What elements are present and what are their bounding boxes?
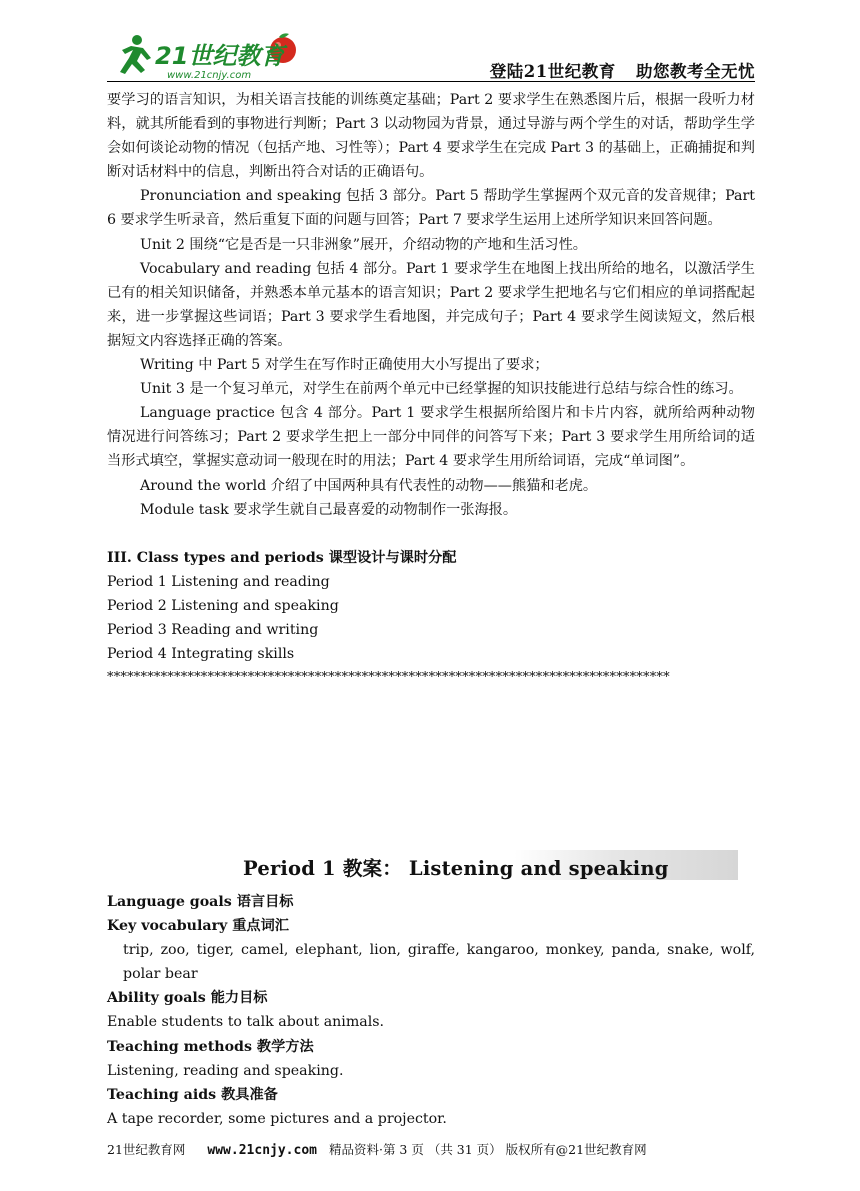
ability-goals-text: Enable students to talk about animals.: [107, 1014, 385, 1031]
body-text: [107, 88, 755, 690]
paragraph: Unit 2 围绕“它是否是一只非洲象”展开，介绍动物的产地和生活习性。: [140, 236, 587, 253]
paragraph: Unit 3 是一个复习单元，对学生在前两个单元中已经掌握的知识技能进行总结与综合性的练习。: [140, 381, 743, 398]
page-footer: [107, 1140, 647, 1158]
header-slogan: 登陆21世纪教育 助您教考全无忧: [489, 62, 755, 81]
period-item: Period 1 Listening and reading: [107, 573, 330, 590]
paragraph: Writing 中 Part 5 对学生在写作时正确使用大小写提出了要求；: [140, 357, 549, 374]
language-goals-heading: Language goals 语言目标: [107, 894, 294, 910]
key-vocabulary-list: trip, zoo, tiger, camel, elephant, lion, giraffe, kangaroo, monkey, panda, snake, wolf, polar bear: [123, 942, 755, 983]
teaching-aids-text: A tape recorder, some pictures and a projector.: [107, 1110, 447, 1127]
teaching-methods-heading: Teaching methods 教学方法: [107, 1038, 314, 1055]
header-divider: [107, 81, 755, 82]
lesson-plan: [107, 890, 755, 1131]
logo-url: www.21cnjy.com: [167, 70, 252, 81]
teaching-methods-text: Listening, reading and speaking.: [107, 1062, 344, 1079]
paragraph: Pronunciation and speaking 包括 3 部分。Part 5 帮助学生掌握两个双元音的发音规律；Part 6 要求学生听录音，然后重复下面的问题与回答；Part 7 要求学生运用上述所学知识来回答问题。: [107, 188, 755, 229]
period-item: Period 2 Listening and speaking: [107, 597, 339, 614]
page-header: [107, 28, 755, 84]
paragraph: Around the world 介绍了中国两种具有代表性的动物——熊猫和老虎。: [140, 477, 598, 494]
key-vocabulary-heading: Key vocabulary 重点词汇: [107, 918, 289, 935]
star-divider: ************************************************************************************: [107, 670, 670, 686]
footer-url[interactable]: www.21cnjy.com: [207, 1143, 317, 1158]
ability-goals-heading: Ability goals 能力目标: [107, 990, 268, 1007]
paragraph: Language practice 包含 4 部分。Part 1 要求学生根据所给图片和卡片内容，就所给两种动物情况进行问答练习；Part 2 要求学生把上一部分中同伴的问答写下来；Part 3 要求学生用所给词的适当形式填空，掌握实意动词一般现在时的用法；Part 4 要求学生用所给词语，完成“单词图”。: [107, 405, 755, 470]
period-item: Period 4 Integrating skills: [107, 646, 295, 663]
footer-info: 精品资料·第 3 页 （共 31 页） 版权所有@21世纪教育网: [328, 1142, 647, 1157]
period-item: Period 3 Reading and writing: [107, 621, 319, 638]
logo-text: 21世纪教育: [155, 42, 285, 70]
runner-icon: [120, 35, 151, 74]
paragraph: 要学习的语言知识，为相关语言技能的训练奠定基础；Part 2 要求学生在熟悉图片后，根据一段听力材料，就其所能看到的事物进行判断；Part 3 以动物园为背景，通过导游与两个学生的对话，帮助学生学会如何谈论动物的情况（包括产地、习性等）；Part 4 要求学生在完成 Part 3 的基础上，正确捕捉和判断对话材料中的信息，判断出符合对话的正确语句。: [107, 92, 755, 181]
logo-21cnjy: [107, 28, 307, 84]
paragraph: Vocabulary and reading 包括 4 部分。Part 1 要求学生在地图上找出所给的地名，以激活学生已有的相关知识储备，并熟悉本单元基本的语言知识；Part 2 要求学生把地名与它们相应的单词搭配起来，进一步掌握这些词语；Part 3 要求学生看地图，并完成句子；Part 4 要求学生阅读短文，然后根据短文内容选择正确的答案。: [107, 260, 755, 349]
footer-site-name: 21世纪教育网: [107, 1142, 186, 1157]
teaching-aids-heading: Teaching aids 教具准备: [107, 1086, 278, 1103]
section-heading: III. Class types and periods 课型设计与课时分配: [107, 549, 457, 566]
paragraph: Module task 要求学生就自己最喜爱的动物制作一张海报。: [140, 501, 518, 518]
period-title: Period 1 教案： Listening and speaking: [243, 857, 669, 880]
